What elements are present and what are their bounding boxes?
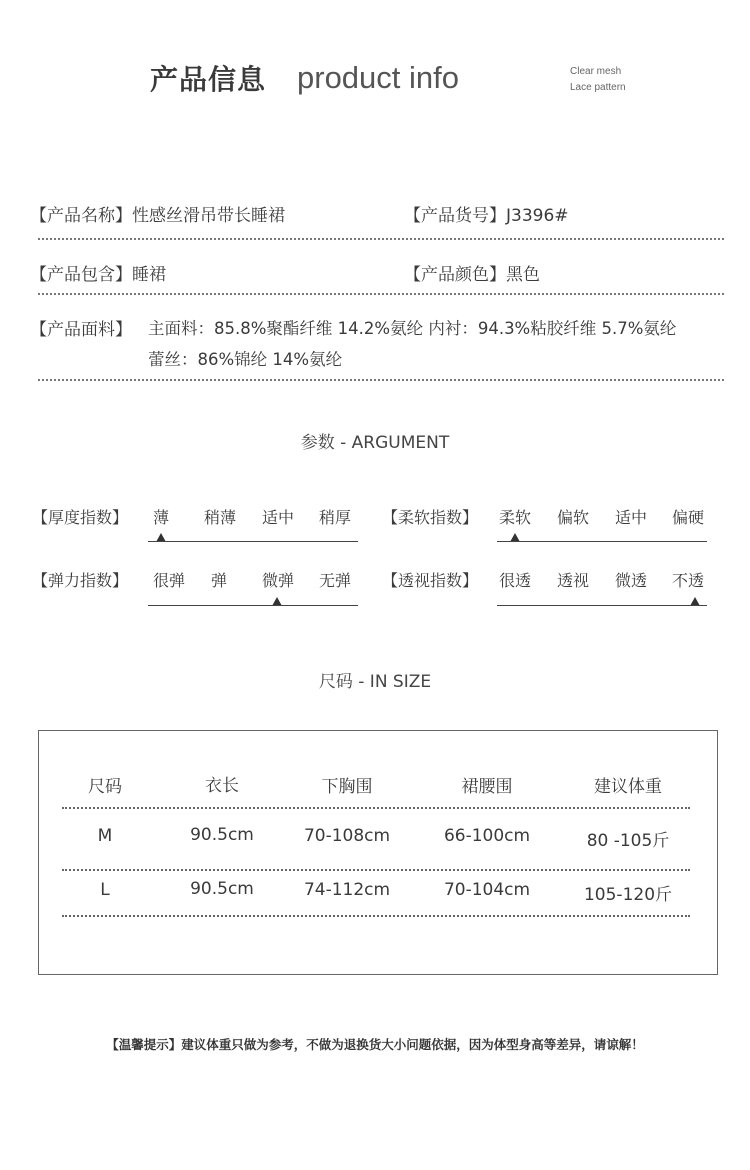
divider [38,238,724,240]
table-cell: 90.5cm [190,825,254,845]
elasticity-scale-line [148,605,358,606]
softness-label: 【柔软指数】 [382,508,479,527]
thickness-option: 稍厚 [319,508,352,527]
divider [38,379,724,381]
table-cell: 74-112cm [303,880,391,900]
product-fabric-line-2: 蕾丝：86%锦纶 14%氨纶 [148,350,343,369]
softness-option: 柔软 [499,508,532,527]
table-divider [62,807,690,809]
table-cell: 90.5cm [190,879,254,899]
elasticity-option: 很弹 [153,571,186,590]
softness-option: 偏硬 [672,508,705,527]
elasticity-option: 弹 [211,571,228,590]
softness-scale-line [497,541,707,542]
transparency-option: 透视 [557,571,590,590]
size-header: 尺码 [88,777,122,797]
product-package-value: 睡裙 [132,265,166,285]
table-cell: 70-104cm [443,880,531,900]
product-color-value: 黑色 [506,265,540,285]
product-fabric-line-1: 主面料：85.8%聚酯纤维 14.2%氨纶 内衬：94.3%粘胶纤维 5.7%氨纶 [148,319,677,338]
product-sku-row [404,201,569,226]
page-title-cn: 产品信息 [150,63,267,96]
size-header: 下胸围 [321,777,373,797]
transparency-option: 很透 [499,571,532,590]
transparency-option: 不透 [672,571,705,590]
table-cell: 70-108cm [303,826,391,846]
elasticity-option: 无弹 [319,571,352,590]
argument-title: 参数 - ARGUMENT [300,433,450,453]
thickness-option: 薄 [153,508,170,527]
size-header: 建议体重 [594,777,662,797]
product-name-row [30,201,285,226]
table-cell: 66-100cm [443,826,531,846]
table-cell: L [100,880,110,900]
product-package-label: 【产品包含】 [30,265,132,285]
product-name-value: 性感丝滑吊带长睡裙 [132,206,285,226]
table-cell: M [97,826,113,846]
size-header: 衣长 [205,776,239,796]
page-title-en: product info [297,60,459,95]
transparency-option: 微透 [615,571,648,590]
thickness-label: 【厚度指数】 [32,508,129,527]
product-fabric-label: 【产品面料】 [30,320,132,340]
softness-option: 偏软 [557,508,590,527]
product-name-label: 【产品名称】 [30,206,132,226]
transparency-scale-line [497,605,707,606]
subtitle-line-1: Clear mesh [570,66,622,77]
table-divider [62,915,690,917]
thickness-option: 适中 [262,508,295,527]
tip-note: 【温馨提示】建议体重只做为参考，不做为退换货大小问题依据，因为体型身高等差异，请谅解！ [106,1037,644,1052]
transparency-label: 【透视指数】 [382,571,479,590]
product-sku-value: J3396# [506,206,569,226]
size-header: 裙腰围 [461,777,513,797]
size-table [38,730,718,975]
elasticity-option: 微弹 [262,571,295,590]
thickness-option: 稍薄 [204,508,237,527]
thickness-scale-line [148,541,358,542]
size-title: 尺码 - IN SIZE [318,672,432,692]
product-color-label: 【产品颜色】 [404,265,506,285]
product-color-row [404,260,540,285]
table-cell: 80 -105斤 [586,831,670,851]
product-package-row [30,260,166,285]
table-cell: 105-120斤 [583,885,673,905]
table-divider [62,869,690,871]
divider [38,293,724,295]
product-sku-label: 【产品货号】 [404,206,506,226]
subtitle-line-2: Lace pattern [570,82,626,93]
softness-option: 适中 [615,508,648,527]
elasticity-label: 【弹力指数】 [32,571,129,590]
